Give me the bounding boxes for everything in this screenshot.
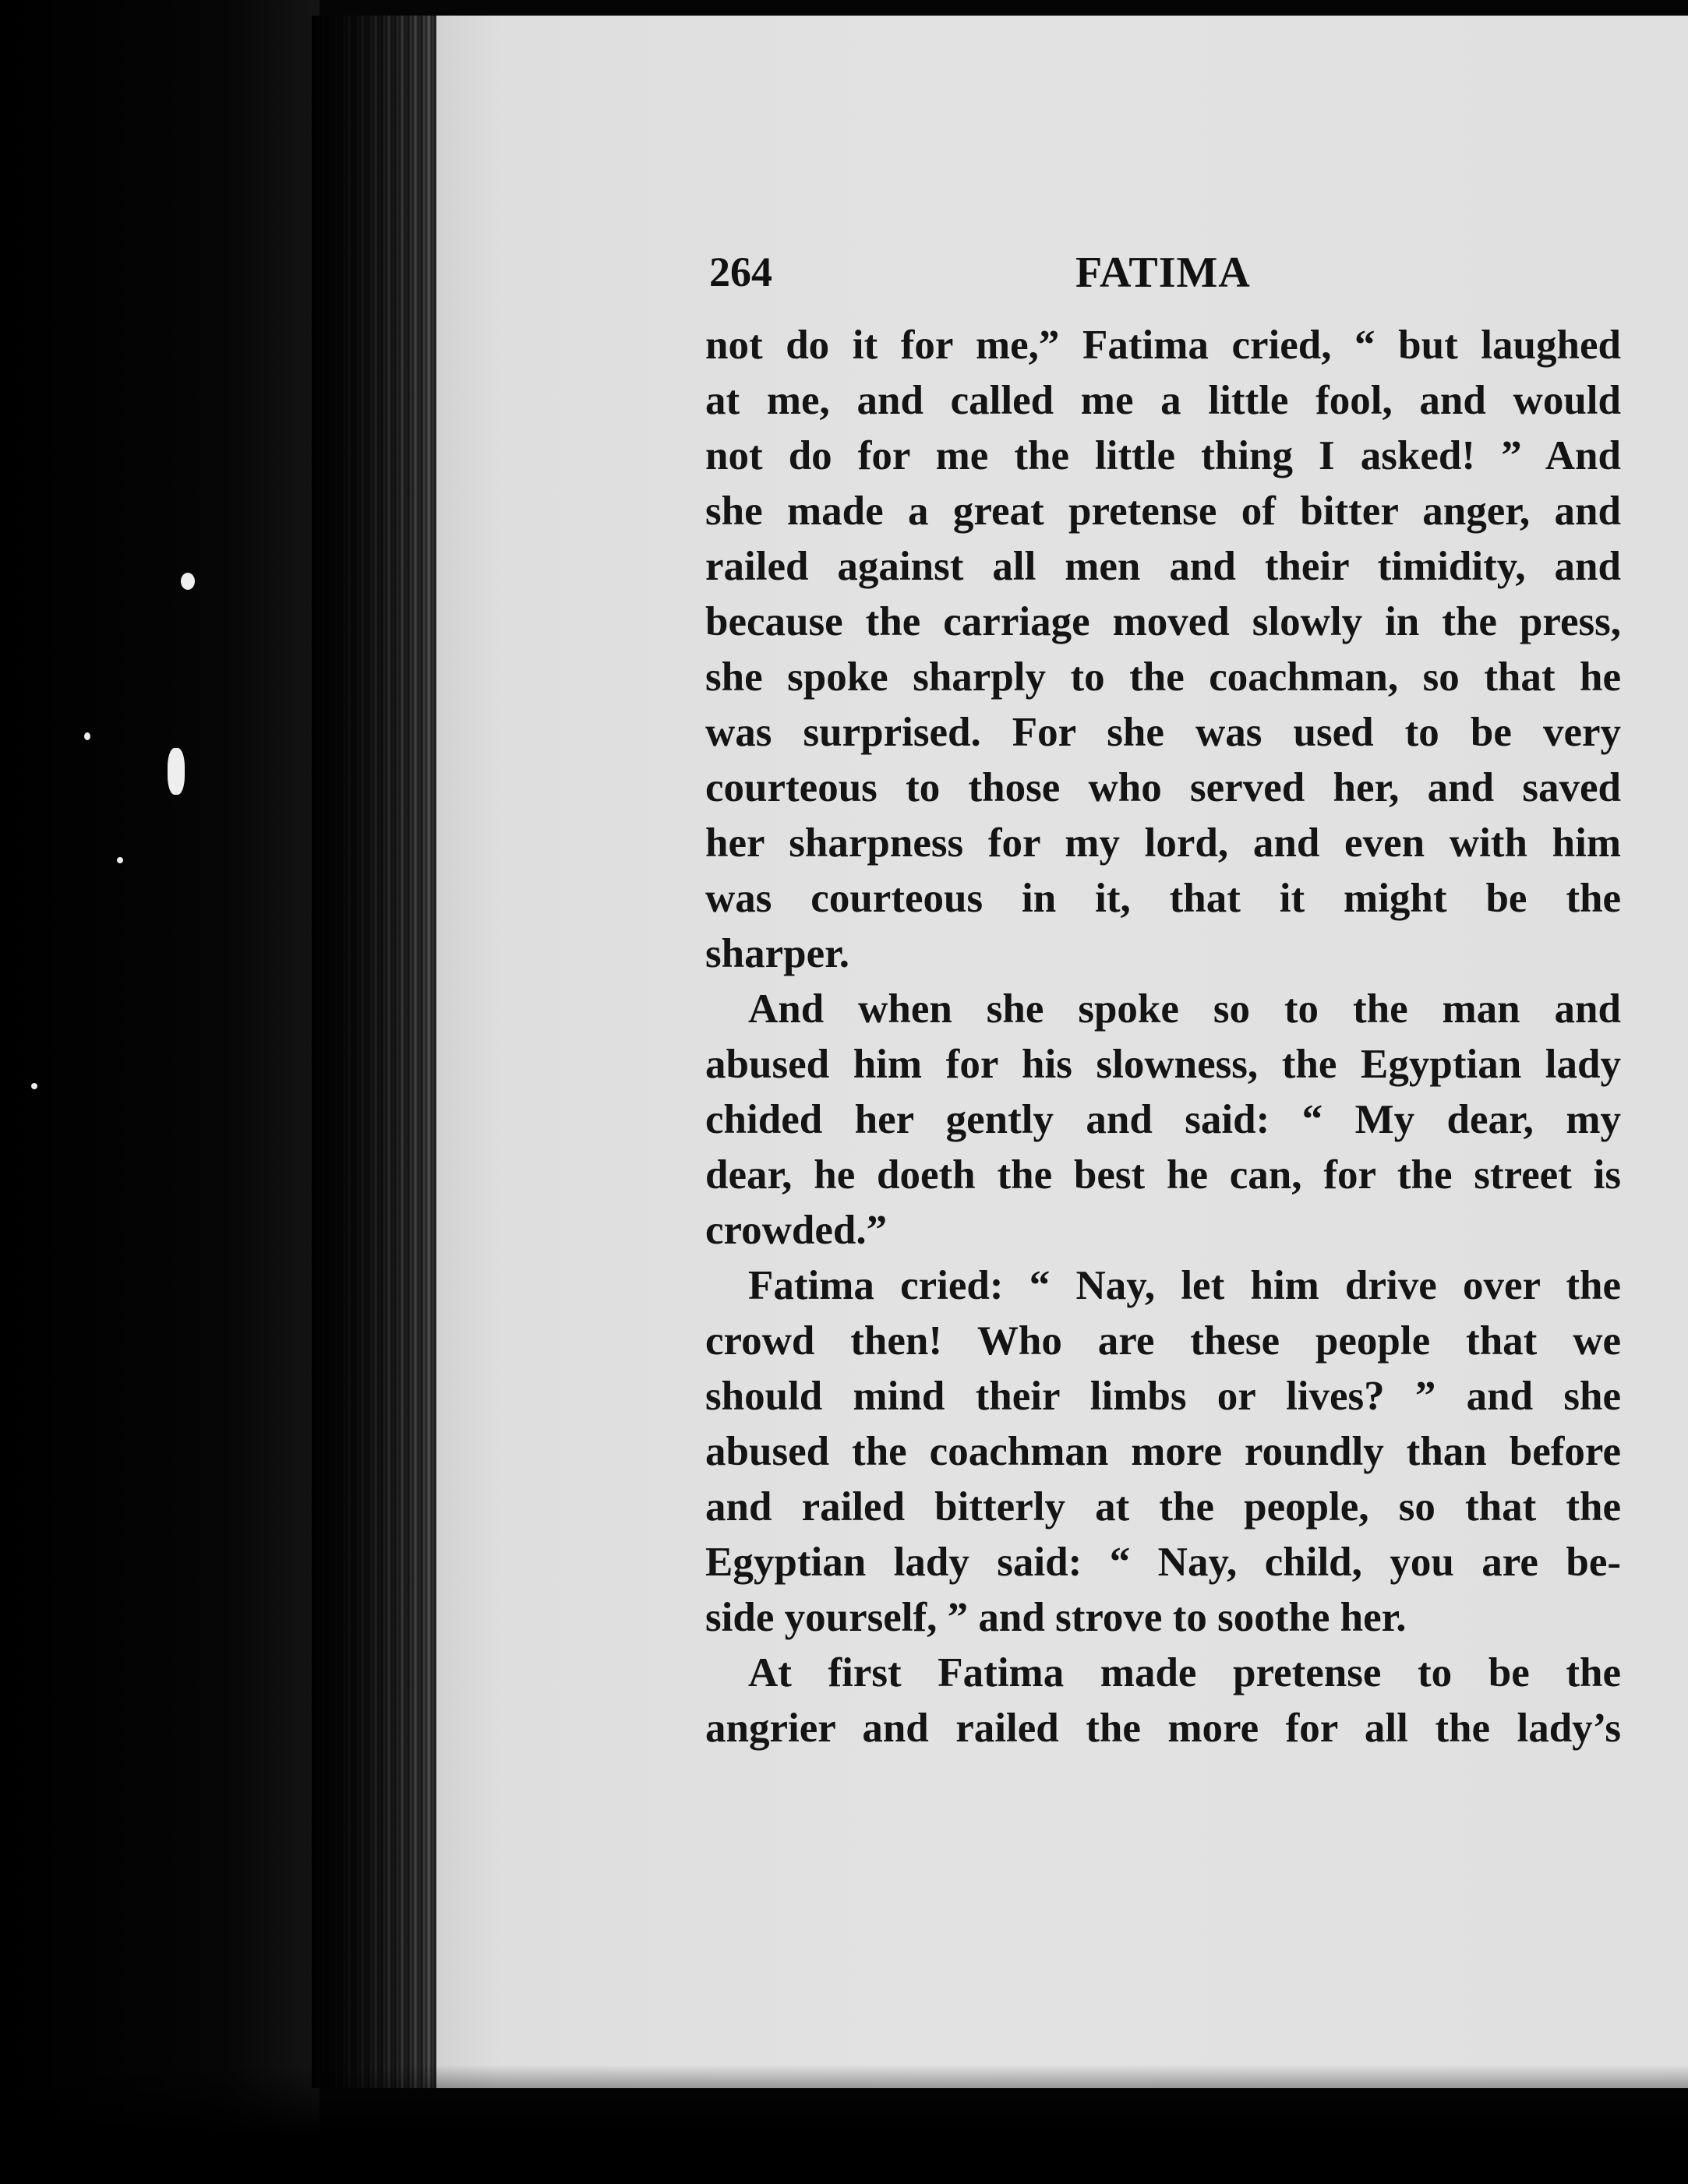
text-line: abused him for his slowness, the Egyptian lady [705,1042,1621,1087]
text-line: crowded.” [705,1208,888,1253]
page-edge-shadow [312,16,436,2088]
text-line: was courteous in it, that it might be the [705,876,1621,921]
text-line: her sharpness for my lord, and even with him [705,820,1621,866]
text-line: crowd then! Who are these people that we [705,1318,1621,1364]
text-line: at me, and called me a little fool, and would [705,378,1621,423]
dust-speck [117,857,123,863]
text-line: abused the coachman more roundly than before [705,1429,1621,1474]
text-line: and railed bitterly at the people, so that the [705,1484,1621,1530]
text-line: because the carriage moved slowly in the press, [705,599,1621,644]
text-line: And when she spoke so to the man and [748,986,1621,1032]
body-text [705,318,1621,1756]
bottom-shadow [0,2065,1688,2184]
text-line: side yourself, ” and strove to soothe her. [705,1595,1407,1640]
dust-speck [84,732,90,740]
text-line: Fatima cried: “ Nay, let him drive over the [748,1263,1621,1308]
dust-speck [168,748,185,795]
text-line: chided her gently and said: “ My dear, my [705,1097,1621,1142]
running-title: FATIMA [1075,249,1251,297]
page-number: 264 [709,249,772,295]
text-line: railed against all men and their timidity, and [705,544,1621,589]
dust-speck [181,573,195,590]
text-line: Egyptian lady said: “ Nay, child, you are be- [705,1540,1621,1585]
text-line: dear, he doeth the best he can, for the street is [705,1152,1621,1198]
text-line: not do for me the little thing I asked! ” And [705,433,1621,478]
book-gutter [0,0,320,2184]
text-line: was surprised. For she was used to be very [705,710,1621,755]
text-line: At first Fatima made pretense to be the [748,1650,1621,1695]
text-line: sharper. [705,931,850,976]
text-line: not do it for me,” Fatima cried, “ but laughed [705,323,1621,368]
dust-speck [31,1083,37,1089]
text-line: she made a great pretense of bitter anger, and [705,489,1621,534]
text-line: angrier and railed the more for all the lady’s [705,1706,1621,1751]
running-head [709,248,1621,310]
text-line: she spoke sharply to the coachman, so that he [705,654,1621,700]
text-line: should mind their limbs or lives? ” and she [705,1374,1621,1419]
text-line: courteous to those who served her, and saved [705,765,1621,810]
